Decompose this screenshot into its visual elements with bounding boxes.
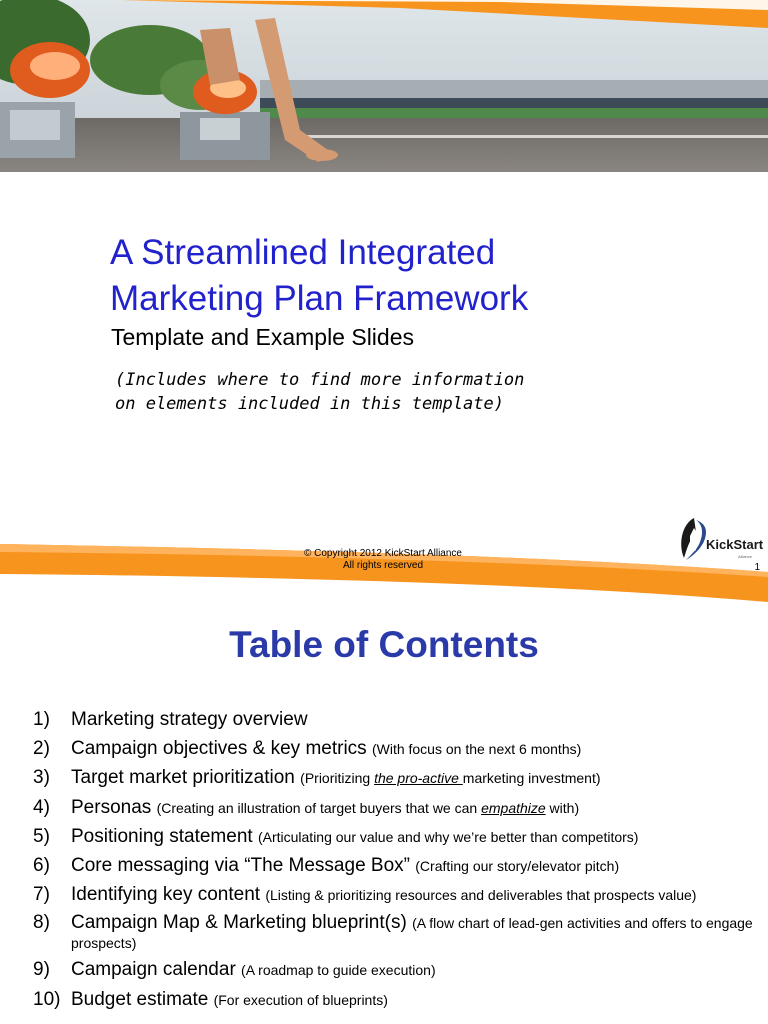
toc-item-description: (A roadmap to guide execution) [241, 962, 436, 979]
toc-item-number: 4) [33, 796, 50, 818]
toc-item-description: (A flow chart of lead-gen activities and offers to engage prospects) [71, 915, 753, 952]
toc-item [33, 797, 755, 819]
toc-item-label: Campaign objectives & key metrics [71, 738, 367, 760]
slide-note [115, 368, 524, 416]
toc-list [33, 709, 755, 1018]
slide-title-line-2: Marketing Plan Framework [110, 279, 529, 318]
toc-item-label: Target market prioritization [71, 767, 295, 789]
toc-item-label: Budget estimate [71, 988, 209, 1010]
copyright-line: © Copyright 2012 KickStart Alliance [303, 548, 462, 559]
toc-desc-part: (Prioritizing [300, 770, 375, 787]
toc-item [33, 989, 755, 1011]
toc-item-number: 10) [33, 988, 61, 1010]
slide-number: 1 [754, 562, 760, 573]
slide-title [110, 230, 528, 322]
slide-subtitle: Template and Example Slides [111, 324, 414, 350]
toc-item-description [300, 770, 600, 786]
toc-desc-part: marketing investment) [462, 770, 601, 787]
toc-item-description: (Listing & prioritizing resources and deliverables that prospects value) [265, 887, 697, 904]
logo-subwordmark: Alliance [738, 554, 753, 559]
toc-item-number: 3) [33, 767, 50, 789]
toc-title: Table of Contents [229, 624, 539, 665]
toc-item-label: Campaign calendar [71, 959, 236, 981]
toc-item-label: Core messaging via “The Message Box” [71, 854, 410, 876]
table-of-contents-slide [0, 602, 768, 1024]
copyright-notice [250, 548, 516, 572]
toc-item-label: Positioning statement [71, 825, 253, 847]
toc-item [33, 913, 755, 953]
slide-note-line-2: on elements included in this template) [115, 394, 504, 414]
toc-item-description: (With focus on the next 6 months) [371, 741, 582, 758]
toc-item-number: 1) [33, 709, 50, 730]
slide-note-line-1: (Includes where to find more information [115, 370, 525, 390]
toc-item-label: Personas [71, 796, 152, 818]
toc-item [33, 855, 755, 877]
toc-item-number: 5) [33, 825, 50, 847]
toc-item-number: 6) [33, 854, 50, 876]
toc-item [33, 709, 755, 731]
toc-item-label: Campaign Map & Marketing blueprint(s) [71, 912, 407, 934]
kickstart-logo [676, 514, 766, 566]
toc-desc-emphasis: the pro-active [374, 770, 463, 787]
toc-item-label: Identifying key content [71, 884, 261, 906]
toc-item-label: Marketing strategy overview [71, 709, 308, 730]
rights-line: All rights reserved [342, 560, 424, 571]
toc-desc-part: (Creating an illustration of target buyers that we can [156, 799, 482, 816]
toc-desc-emphasis: empathize [481, 799, 546, 816]
toc-item [33, 959, 755, 981]
toc-item [33, 884, 755, 906]
toc-item-description [157, 800, 580, 816]
toc-item [33, 738, 755, 760]
toc-item-number: 7) [33, 884, 50, 906]
toc-item [33, 767, 755, 789]
logo-wordmark: KickStart [706, 537, 764, 552]
toc-item-number: 9) [33, 959, 50, 981]
toc-item-description: (Crafting our story/elevator pitch) [415, 857, 620, 874]
toc-item-description: (For execution of blueprints) [213, 991, 388, 1008]
toc-item-number: 8) [33, 912, 50, 934]
toc-item-number: 2) [33, 738, 50, 760]
toc-item [33, 826, 755, 848]
toc-item-description: (Articulating our value and why we’re better than competitors) [257, 828, 639, 845]
sprinter-start-photo [0, 0, 768, 172]
slide-title-line-1: A Streamlined Integrated [110, 233, 496, 272]
toc-desc-part: with) [545, 799, 580, 816]
